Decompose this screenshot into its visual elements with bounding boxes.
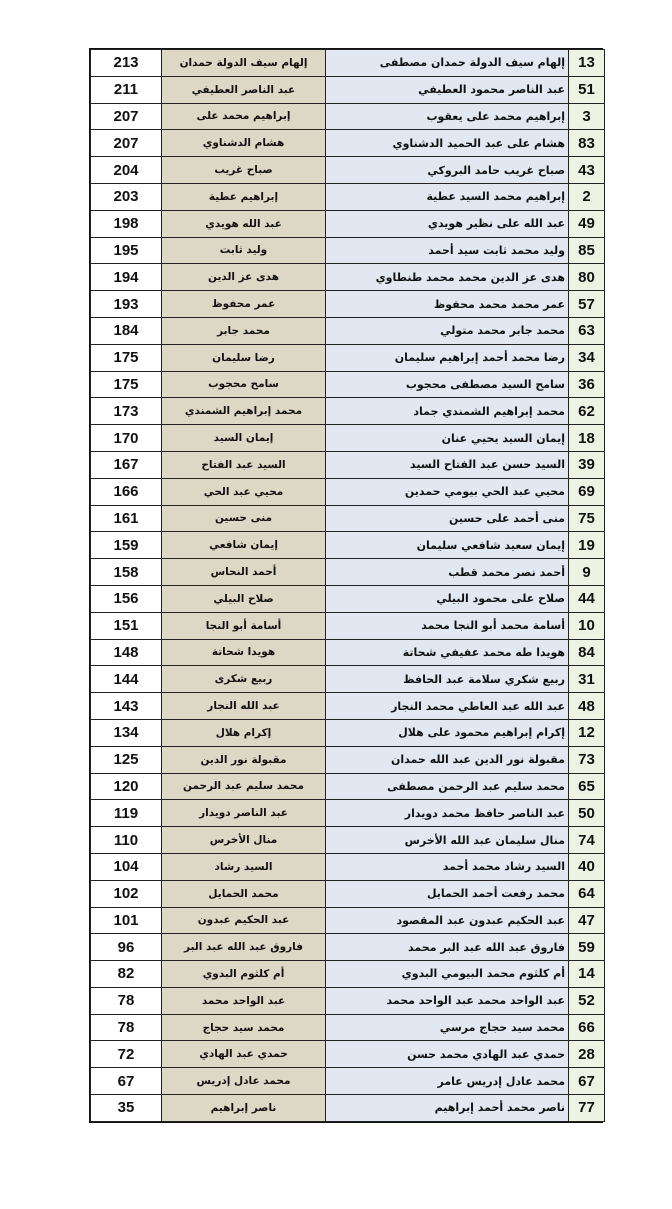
id-cell: 31 (569, 666, 605, 693)
score-cell: 211 (91, 76, 162, 103)
short-name-cell: السيد عبد الفتاح (162, 451, 326, 478)
id-cell: 18 (569, 425, 605, 452)
short-name-cell: إبراهيم محمد على (162, 103, 326, 130)
full-name-cell: السيد رشاد محمد أحمد (326, 853, 569, 880)
id-cell: 10 (569, 612, 605, 639)
full-name-cell: حمدي عبد الهادي محمد حسن (326, 1041, 569, 1068)
id-cell: 34 (569, 344, 605, 371)
score-cell: 156 (91, 585, 162, 612)
full-name-cell: عبد الله على نظير هويدي (326, 210, 569, 237)
full-name-cell: أسامة محمد أبو النجا محمد (326, 612, 569, 639)
results-table (90, 49, 605, 1122)
short-name-cell: عبد الواحد محمد (162, 987, 326, 1014)
table-row (91, 451, 605, 478)
full-name-cell: منال سليمان عبد الله الأخرس (326, 827, 569, 854)
full-name-cell: صلاح على محمود البيلي (326, 585, 569, 612)
table-row (91, 585, 605, 612)
id-cell: 73 (569, 746, 605, 773)
table-row (91, 1095, 605, 1122)
full-name-cell: صباح غريب حامد البروكي (326, 157, 569, 184)
table-row (91, 371, 605, 398)
id-cell: 39 (569, 451, 605, 478)
full-name-cell: محمد إبراهيم الشمندي جماد (326, 398, 569, 425)
full-name-cell: السيد حسن عبد الفتاح السيد (326, 451, 569, 478)
full-name-cell: محمد رفعت أحمد الحمايل (326, 880, 569, 907)
table-row (91, 183, 605, 210)
id-cell: 12 (569, 719, 605, 746)
score-cell: 67 (91, 1068, 162, 1095)
full-name-cell: هشام على عبد الحميد الدشناوي (326, 130, 569, 157)
full-name-cell: إبراهيم محمد السيد عطية (326, 183, 569, 210)
full-name-cell: محمد سليم عبد الرحمن مصطفى (326, 773, 569, 800)
id-cell: 44 (569, 585, 605, 612)
table-row (91, 612, 605, 639)
short-name-cell: منى حسين (162, 505, 326, 532)
full-name-cell: أحمد نصر محمد قطب (326, 559, 569, 586)
table-row (91, 693, 605, 720)
full-name-cell: ناصر محمد أحمد إبراهيم (326, 1095, 569, 1122)
score-cell: 204 (91, 157, 162, 184)
short-name-cell: سامح محجوب (162, 371, 326, 398)
score-cell: 125 (91, 746, 162, 773)
table-row (91, 934, 605, 961)
short-name-cell: مقبولة نور الدين (162, 746, 326, 773)
score-cell: 119 (91, 800, 162, 827)
score-cell: 144 (91, 666, 162, 693)
full-name-cell: فاروق عبد الله عبد البر محمد (326, 934, 569, 961)
full-name-cell: عبد الحكيم عبدون عبد المقصود (326, 907, 569, 934)
full-name-cell: عبد الناصر محمود العطيفي (326, 76, 569, 103)
id-cell: 50 (569, 800, 605, 827)
full-name-cell: رضا محمد أحمد إبراهيم سليمان (326, 344, 569, 371)
id-cell: 64 (569, 880, 605, 907)
id-cell: 74 (569, 827, 605, 854)
id-cell: 83 (569, 130, 605, 157)
id-cell: 2 (569, 183, 605, 210)
short-name-cell: محمد سليم عبد الرحمن (162, 773, 326, 800)
full-name-cell: ربيع شكري سلامة عبد الحافظ (326, 666, 569, 693)
table-row (91, 532, 605, 559)
full-name-cell: عبد الله عبد العاطي محمد النجار (326, 693, 569, 720)
short-name-cell: عبد الناصر العطيفي (162, 76, 326, 103)
score-cell: 104 (91, 853, 162, 880)
full-name-cell: سامح السيد مصطفى محجوب (326, 371, 569, 398)
table-row (91, 907, 605, 934)
short-name-cell: محمد الحمايل (162, 880, 326, 907)
score-cell: 159 (91, 532, 162, 559)
id-cell: 75 (569, 505, 605, 532)
id-cell: 66 (569, 1014, 605, 1041)
short-name-cell: إلهام سيف الدولة حمدان (162, 50, 326, 77)
short-name-cell: محمد عادل إدريس (162, 1068, 326, 1095)
score-cell: 35 (91, 1095, 162, 1122)
table-row (91, 853, 605, 880)
id-cell: 47 (569, 907, 605, 934)
short-name-cell: عبد الله النجار (162, 693, 326, 720)
short-name-cell: أحمد النحاس (162, 559, 326, 586)
table-row (91, 103, 605, 130)
table-row (91, 1041, 605, 1068)
short-name-cell: محمد إبراهيم الشمندي (162, 398, 326, 425)
short-name-cell: هويدا شحاتة (162, 639, 326, 666)
score-cell: 184 (91, 317, 162, 344)
score-cell: 207 (91, 103, 162, 130)
full-name-cell: محيي عبد الحي بيومي حمدين (326, 478, 569, 505)
short-name-cell: صلاح البيلي (162, 585, 326, 612)
full-name-cell: هويدا طه محمد عفيفي شحاتة (326, 639, 569, 666)
score-cell: 195 (91, 237, 162, 264)
short-name-cell: ربيع شكرى (162, 666, 326, 693)
score-cell: 198 (91, 210, 162, 237)
short-name-cell: عبد الحكيم عبدون (162, 907, 326, 934)
full-name-cell: محمد جابر محمد متولي (326, 317, 569, 344)
score-cell: 110 (91, 827, 162, 854)
id-cell: 69 (569, 478, 605, 505)
full-name-cell: عبد الواحد محمد عبد الواحد محمد (326, 987, 569, 1014)
score-cell: 213 (91, 50, 162, 77)
id-cell: 80 (569, 264, 605, 291)
table-row (91, 264, 605, 291)
full-name-cell: محمد سيد حجاج مرسي (326, 1014, 569, 1041)
score-cell: 151 (91, 612, 162, 639)
id-cell: 40 (569, 853, 605, 880)
short-name-cell: هدى عز الدين (162, 264, 326, 291)
table-row (91, 76, 605, 103)
full-name-cell: محمد عادل إدريس عامر (326, 1068, 569, 1095)
short-name-cell: السيد رشاد (162, 853, 326, 880)
id-cell: 51 (569, 76, 605, 103)
table-row (91, 505, 605, 532)
id-cell: 84 (569, 639, 605, 666)
short-name-cell: صباح غريب (162, 157, 326, 184)
id-cell: 57 (569, 291, 605, 318)
id-cell: 48 (569, 693, 605, 720)
full-name-cell: هدى عز الدين محمد محمد طنطاوي (326, 264, 569, 291)
short-name-cell: إبراهيم عطية (162, 183, 326, 210)
full-name-cell: وليد محمد ثابت سيد أحمد (326, 237, 569, 264)
short-name-cell: إيمان السيد (162, 425, 326, 452)
score-cell: 102 (91, 880, 162, 907)
score-cell: 78 (91, 987, 162, 1014)
table-row (91, 719, 605, 746)
score-cell: 175 (91, 344, 162, 371)
table-row (91, 317, 605, 344)
id-cell: 67 (569, 1068, 605, 1095)
short-name-cell: هشام الدشناوي (162, 130, 326, 157)
table-row (91, 880, 605, 907)
full-name-cell: إبراهيم محمد على يعقوب (326, 103, 569, 130)
score-cell: 173 (91, 398, 162, 425)
short-name-cell: وليد ثابت (162, 237, 326, 264)
id-cell: 19 (569, 532, 605, 559)
id-cell: 85 (569, 237, 605, 264)
table-row (91, 987, 605, 1014)
score-cell: 207 (91, 130, 162, 157)
id-cell: 77 (569, 1095, 605, 1122)
table-row (91, 746, 605, 773)
short-name-cell: عمر محفوظ (162, 291, 326, 318)
full-name-cell: مقبولة نور الدين عبد الله حمدان (326, 746, 569, 773)
short-name-cell: أسامة أبو النجا (162, 612, 326, 639)
table-row (91, 666, 605, 693)
score-cell: 175 (91, 371, 162, 398)
short-name-cell: عبد الله هويدي (162, 210, 326, 237)
id-cell: 14 (569, 961, 605, 988)
score-cell: 78 (91, 1014, 162, 1041)
score-cell: 158 (91, 559, 162, 586)
full-name-cell: إلهام سيف الدولة حمدان مصطفى (326, 50, 569, 77)
score-cell: 101 (91, 907, 162, 934)
score-cell: 166 (91, 478, 162, 505)
score-cell: 161 (91, 505, 162, 532)
id-cell: 13 (569, 50, 605, 77)
score-cell: 148 (91, 639, 162, 666)
table-row (91, 157, 605, 184)
table-row (91, 425, 605, 452)
short-name-cell: ناصر إبراهيم (162, 1095, 326, 1122)
table-row (91, 559, 605, 586)
table-row (91, 800, 605, 827)
table-row (91, 344, 605, 371)
short-name-cell: حمدي عبد الهادي (162, 1041, 326, 1068)
id-cell: 36 (569, 371, 605, 398)
table-row (91, 1068, 605, 1095)
results-table-body (91, 50, 605, 1122)
id-cell: 62 (569, 398, 605, 425)
full-name-cell: أم كلثوم محمد البيومي البدوي (326, 961, 569, 988)
full-name-cell: عبد الناصر حافظ محمد دويدار (326, 800, 569, 827)
table-row (91, 50, 605, 77)
id-cell: 65 (569, 773, 605, 800)
id-cell: 28 (569, 1041, 605, 1068)
score-cell: 96 (91, 934, 162, 961)
table-row (91, 1014, 605, 1041)
short-name-cell: محيي عبد الحي (162, 478, 326, 505)
table-row (91, 961, 605, 988)
table-row (91, 237, 605, 264)
score-cell: 143 (91, 693, 162, 720)
score-cell: 167 (91, 451, 162, 478)
short-name-cell: محمد جابر (162, 317, 326, 344)
score-cell: 193 (91, 291, 162, 318)
full-name-cell: إكرام إبراهيم محمود على هلال (326, 719, 569, 746)
short-name-cell: إكرام هلال (162, 719, 326, 746)
table-row (91, 291, 605, 318)
short-name-cell: فاروق عبد الله عبد البر (162, 934, 326, 961)
short-name-cell: عبد الناصر دويدار (162, 800, 326, 827)
score-cell: 72 (91, 1041, 162, 1068)
score-cell: 82 (91, 961, 162, 988)
id-cell: 9 (569, 559, 605, 586)
score-cell: 170 (91, 425, 162, 452)
id-cell: 49 (569, 210, 605, 237)
results-table-container (89, 48, 603, 1123)
short-name-cell: منال الأخرس (162, 827, 326, 854)
table-row (91, 210, 605, 237)
short-name-cell: رضا سليمان (162, 344, 326, 371)
table-row (91, 639, 605, 666)
id-cell: 52 (569, 987, 605, 1014)
full-name-cell: منى أحمد على حسين (326, 505, 569, 532)
id-cell: 59 (569, 934, 605, 961)
score-cell: 134 (91, 719, 162, 746)
table-row (91, 773, 605, 800)
short-name-cell: محمد سيد حجاج (162, 1014, 326, 1041)
table-row (91, 398, 605, 425)
full-name-cell: إيمان سعيد شافعي سليمان (326, 532, 569, 559)
table-row (91, 478, 605, 505)
short-name-cell: إيمان شافعي (162, 532, 326, 559)
full-name-cell: إيمان السيد يحيي عنان (326, 425, 569, 452)
id-cell: 63 (569, 317, 605, 344)
full-name-cell: عمر محمد محمد محفوظ (326, 291, 569, 318)
table-row (91, 827, 605, 854)
table-row (91, 130, 605, 157)
id-cell: 43 (569, 157, 605, 184)
short-name-cell: أم كلثوم البدوي (162, 961, 326, 988)
score-cell: 203 (91, 183, 162, 210)
score-cell: 194 (91, 264, 162, 291)
id-cell: 3 (569, 103, 605, 130)
score-cell: 120 (91, 773, 162, 800)
